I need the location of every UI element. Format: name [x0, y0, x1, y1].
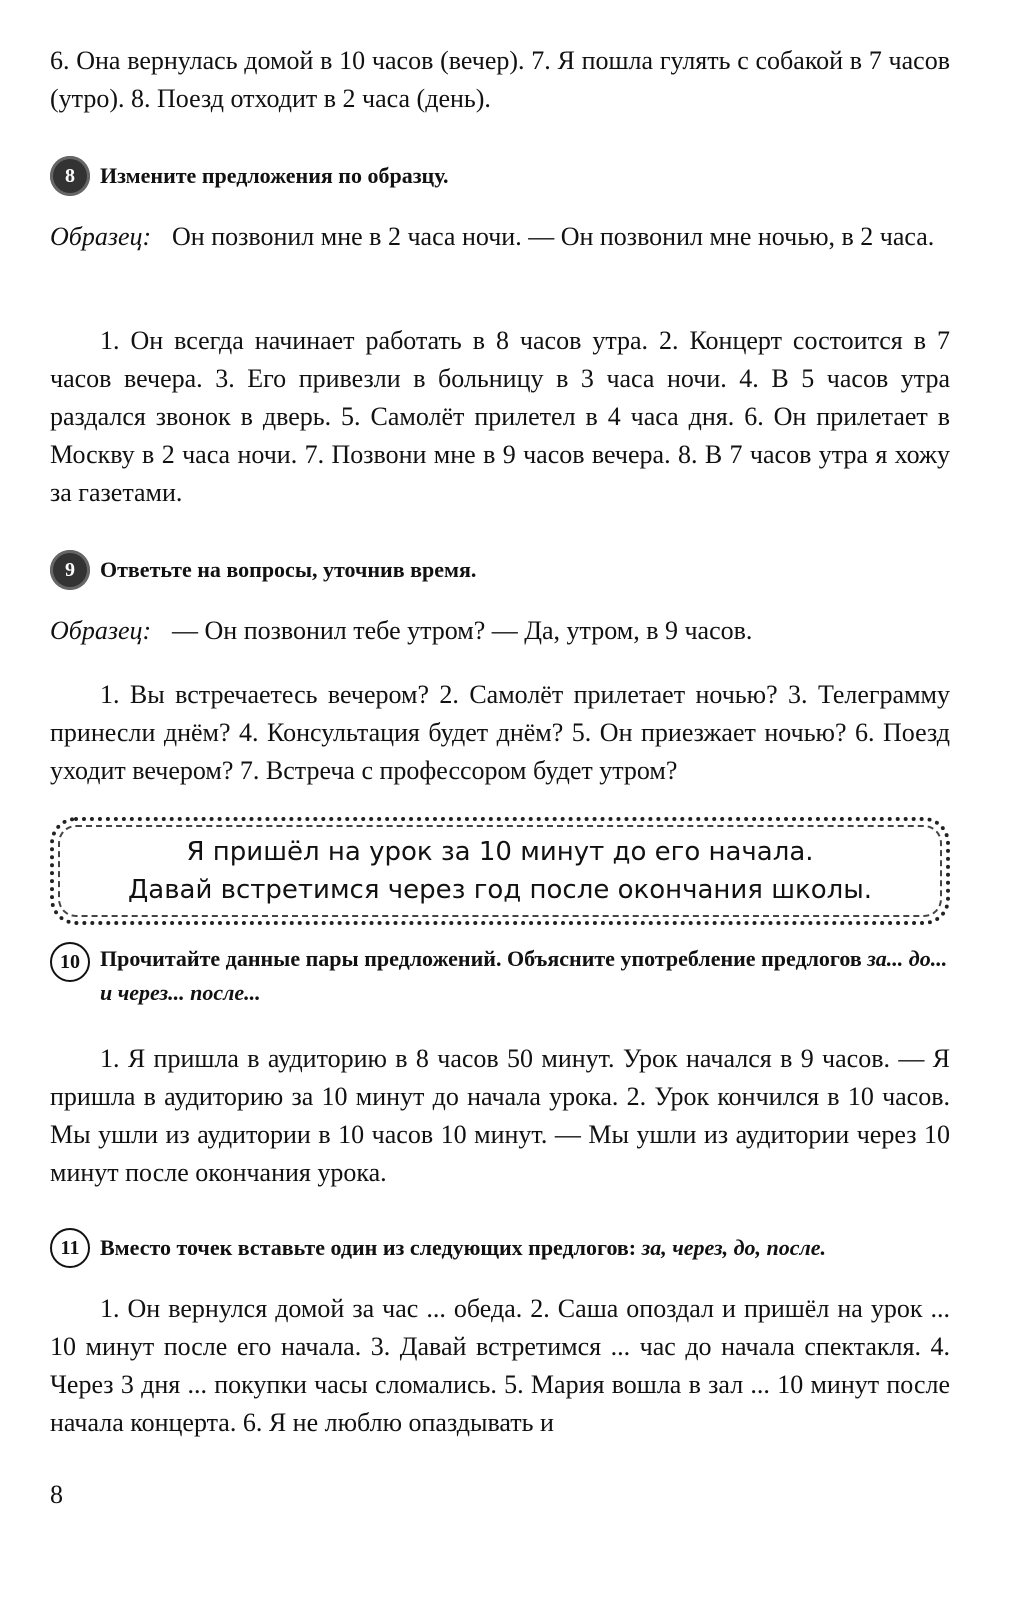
exercise-number-badge: 11 — [50, 1228, 90, 1268]
exercise-title: Измените предложения по образцу. — [100, 163, 449, 188]
exercise-title-text: Вместо точек вставьте один из следующих предлогов: — [100, 1235, 642, 1260]
rule-line-2: Давай встретимся через год после окончания школы. — [127, 875, 873, 905]
exercise-11-header — [50, 1228, 950, 1268]
exercise-text: 1. Я пришла в аудиторию в 8 часов 50 минут. Урок начался в 9 часов. — Я пришла в аудиторию за 10 минут до начала урока. 2. Урок кончился в 10 часов. Мы ушли из аудитории в 10 часов 10 минут. — Мы ушли из аудитории через 10 минут после окончания урока. — [50, 1044, 950, 1187]
exercise-text: 1. Он всегда начинает работать в 8 часов утра. 2. Концерт состоится в 7 часов вечера. 3. Его привезли в больницу в 3 часа ночи. 4. В 5 часов утра раздался звонок в дверь. 5. Самолёт прилетел в 4 часа дня. 6. Он прилетает в Москву в 2 часа ночи. 7. Позвони мне в 9 часов вечера. 8. В 7 часов утра я хожу за газетами. — [50, 326, 950, 507]
exercise-number-badge: 9 — [50, 550, 90, 590]
exercise-title — [100, 942, 950, 1010]
exercise-8-sample — [50, 218, 950, 256]
intro-text: 6. Она вернулась домой в 10 часов (вечер). 7. Я пошла гулять с собакой в 7 часов (утро). 8. Поезд отходит в 2 часа (день). — [50, 46, 950, 113]
grammar-rule-box — [50, 817, 950, 925]
exercise-number-badge: 8 — [50, 156, 90, 196]
exercise-8-header — [50, 156, 950, 196]
rule-line-1: Я пришёл на урок за 10 минут до его начала. — [186, 837, 814, 867]
exercise-10-header — [50, 942, 950, 1010]
exercise-10-body — [50, 1040, 950, 1192]
exercise-9-body — [50, 676, 950, 790]
exercise-title-italic: за... до... и через... после... — [100, 946, 948, 1005]
exercise-text: 1. Он вернулся домой за час ... обеда. 2. Саша опоздал и пришёл на урок ... 10 минут после его начала. 3. Давай встретимся ... час до начала спектакля. 4. Через 3 дня ... покупки часы сломались. 5. Мария вошла в зал ... 10 минут после начала концерта. 6. Я не люблю опаздывать и — [50, 1294, 950, 1437]
sample-text: — Он позвонил тебе утром? — Да, утром, в 9 часов. — [172, 616, 753, 645]
exercise-text: 1. Вы встречаетесь вечером? 2. Самолёт прилетает ночью? 3. Телеграмму принесли днём? 4. Консультация будет днём? 5. Он приезжает ночью? 6. Поезд уходит вечером? 7. Встреча с профессором будет утром? — [50, 680, 950, 785]
intro-paragraph — [50, 42, 950, 118]
sample-label: Образец: — [50, 616, 152, 645]
exercise-9-header — [50, 550, 950, 590]
exercise-title-text: Прочитайте данные пары предложений. Объясните употребление предлогов — [100, 946, 868, 971]
exercise-title-italic: за, через, до, после. — [641, 1235, 827, 1260]
sample-label: Образец: — [50, 222, 152, 251]
page-number: 8 — [50, 1480, 63, 1509]
sample-text: Он позвонил мне в 2 часа ночи. — Он позвонил мне ночью, в 2 часа. — [172, 222, 935, 251]
exercise-9-sample — [50, 612, 950, 650]
exercise-11-body — [50, 1290, 950, 1442]
exercise-number-badge: 10 — [50, 942, 90, 982]
exercise-8-body — [50, 322, 950, 512]
exercise-title: Ответьте на вопросы, уточнив время. — [100, 557, 477, 582]
exercise-title — [100, 1233, 826, 1263]
